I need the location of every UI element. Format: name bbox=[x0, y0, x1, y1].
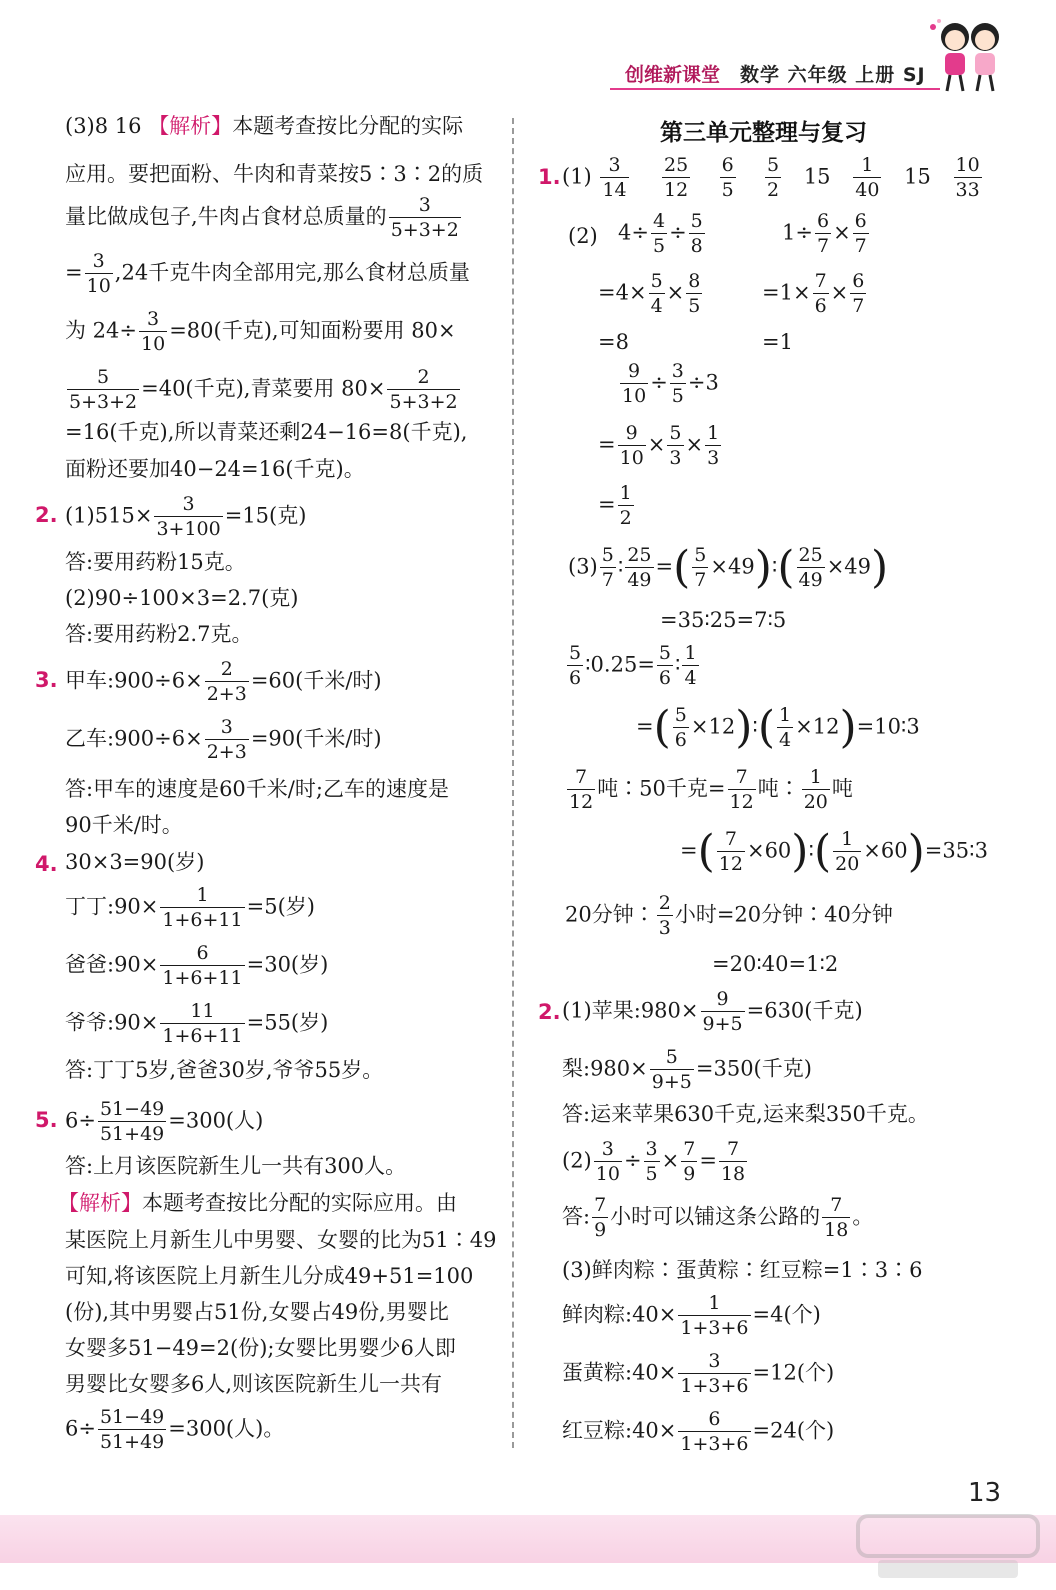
page-number: 13 bbox=[968, 1478, 1002, 1508]
question-number: 3. bbox=[35, 668, 58, 692]
calc-line: =( $\frac{5}{6}$ ×12)∶( $\frac{1}{4}$ ×12)=10∶3 bbox=[636, 702, 920, 753]
question-number: 2. bbox=[538, 1000, 561, 1024]
watermark-logo-icon bbox=[848, 1508, 1048, 1584]
answer-line: (1) $\frac{3}{14}$ $\frac{25}{12}$ $\frac{6}{5}$ $\frac{5}{2}$ 15 $\frac{1}{40}$ 15 $\frac{10}{33}$ bbox=[562, 154, 980, 201]
answer-line: 答:要用药粉15克。 bbox=[65, 550, 246, 574]
page-header bbox=[0, 0, 1056, 90]
fraction: $\frac{1}{1+6+11}$ bbox=[162, 884, 243, 931]
subject-label: 数学 六年级 上册 SJ bbox=[740, 64, 926, 86]
answer-line: (1)515× $\frac{3}{3+100}$ =15(克) bbox=[65, 493, 307, 540]
answer-line: 鲜肉粽:40× $\frac{1}{1+3+6}$ =4(个) bbox=[562, 1292, 821, 1339]
fraction: $\frac{5}{2}$ bbox=[767, 154, 780, 201]
answer-line: 梨:980× $\frac{5}{9+5}$ =350(千克) bbox=[562, 1046, 812, 1093]
analysis-line: 为 24÷ $\frac{3}{10}$ =80(千克),可知面粉要用 80× bbox=[65, 308, 456, 355]
answer-line: 答:丁丁5岁,爸爸30岁,爷爷55岁。 bbox=[65, 1058, 384, 1082]
calc-line: =4× $\frac{5}{4}$ × $\frac{8}{5}$ bbox=[598, 270, 701, 317]
answer-line: 6÷ $\frac{51-49}{51+49}$ =300(人) bbox=[65, 1098, 264, 1145]
calc-line: 20分钟∶ $\frac{2}{3}$ 小时=20分钟∶40分钟 bbox=[565, 892, 893, 939]
calc-line: = $\frac{1}{2}$ bbox=[598, 482, 632, 529]
answer-line: (3)鲜肉粽∶蛋黄粽∶红豆粽=1∶3∶6 bbox=[562, 1258, 923, 1282]
analysis-line: 量比做成包子,牛肉占食材总质量的 $\frac{3}{5+3+2}$ bbox=[65, 194, 459, 241]
analysis-line: $\frac{5}{5+3+2}$ =40(千克),青菜要用 80× $\frac{2}{5+3+2}$ bbox=[69, 366, 458, 413]
answer-line: 答:上月该医院新生儿一共有300人。 bbox=[65, 1154, 407, 1178]
analysis-line: 可知,将该医院上月新生儿分成49+51=100 bbox=[65, 1264, 474, 1288]
analysis-line: (3)8 16 【解析】本题考查按比分配的实际 bbox=[65, 114, 464, 138]
fraction: $\frac{10}{33}$ bbox=[955, 154, 980, 201]
fraction: $\frac{2}{5+3+2}$ bbox=[389, 366, 458, 413]
column-divider bbox=[512, 118, 514, 1448]
fraction: $\frac{3}{10}$ bbox=[86, 250, 111, 297]
fraction: $\frac{3}{2+3}$ bbox=[206, 716, 247, 763]
answer-line: 答:甲车的速度是60千米/时;乙车的速度是 bbox=[65, 777, 449, 801]
fraction: $\frac{3}{3+100}$ bbox=[156, 493, 221, 540]
header-rule bbox=[610, 88, 940, 90]
kids-mascot-icon bbox=[925, 15, 1015, 95]
analysis-line: =16(千克),所以青菜还剩24−16=8(千克), bbox=[65, 420, 468, 444]
answer-line: 乙车:900÷6× $\frac{3}{2+3}$ =90(千米/时) bbox=[65, 716, 382, 763]
question-number: 4. bbox=[35, 852, 58, 876]
answer-line: (2)90÷100×3=2.7(克) bbox=[65, 586, 299, 610]
calc-line: = $\frac{9}{10}$ × $\frac{5}{3}$ × $\frac{1}{3}$ bbox=[598, 422, 720, 469]
analysis-line: 面粉还要加40−24=16(千克)。 bbox=[65, 457, 365, 481]
answer-line: 答:要用药粉2.7克。 bbox=[65, 622, 253, 646]
fraction: $\frac{25}{12}$ bbox=[664, 154, 689, 201]
fraction: $\frac{1}{40}$ bbox=[855, 154, 880, 201]
calc-line: =8 bbox=[598, 330, 629, 354]
answer-line: 答: $\frac{7}{9}$ 小时可以铺这条公路的 $\frac{7}{18}$ 。 bbox=[562, 1194, 874, 1241]
calc-line: $\frac{7}{12}$ 吨∶50千克= $\frac{7}{12}$ 吨∶ $\frac{1}{20}$ 吨 bbox=[569, 766, 853, 813]
fraction: $\frac{3}{10}$ bbox=[141, 308, 166, 355]
fraction: $\frac{3}{14}$ bbox=[602, 154, 627, 201]
calc-line: 4÷ $\frac{4}{5}$ ÷ $\frac{5}{8}$ bbox=[618, 210, 703, 257]
answer-line: (2) $\frac{3}{10}$ ÷ $\frac{3}{5}$ × $\frac{7}{9}$ = $\frac{7}{18}$ bbox=[562, 1138, 746, 1185]
calc-line: =1 bbox=[762, 330, 793, 354]
part-label: (2) bbox=[568, 224, 598, 248]
question-number: 2. bbox=[35, 503, 58, 527]
answer-line: 30×3=90(岁) bbox=[65, 850, 205, 874]
fraction: $\frac{6}{1+6+11}$ bbox=[162, 942, 243, 989]
fraction: $\frac{2}{2+3}$ bbox=[206, 658, 247, 705]
analysis-line: 某医院上月新生儿中男婴、女婴的比为51∶49 bbox=[65, 1228, 497, 1252]
analysis-line: 男婴比女婴多6人,则该医院新生儿一共有 bbox=[65, 1372, 443, 1396]
answer-line: 丁丁:90× $\frac{1}{1+6+11}$ =5(岁) bbox=[65, 884, 315, 931]
calc-line: =35∶25=7∶5 bbox=[660, 608, 787, 632]
answer-line: 爸爸:90× $\frac{6}{1+6+11}$ =30(岁) bbox=[65, 942, 329, 989]
question-number: 1. bbox=[538, 165, 561, 189]
calc-line: =( $\frac{7}{12}$ ×60)∶( $\frac{1}{20}$ ×60)=35∶3 bbox=[680, 826, 988, 877]
answer-line: 甲车:900÷6× $\frac{2}{2+3}$ =60(千米/时) bbox=[65, 658, 382, 705]
fraction: $\frac{6}{5}$ bbox=[721, 154, 734, 201]
analysis-line: 应用。要把面粉、牛肉和青菜按5∶3∶2的质 bbox=[65, 162, 484, 186]
fraction: $\frac{3}{5+3+2}$ bbox=[390, 194, 459, 241]
analysis-line: 【解析】本题考查按比分配的实际应用。由 bbox=[58, 1191, 457, 1215]
calc-line: $\frac{5}{6}$ ∶0.25= $\frac{5}{6}$ ∶ $\frac{1}{4}$ bbox=[569, 642, 697, 689]
fraction: $\frac{5}{5+3+2}$ bbox=[69, 366, 138, 413]
answer-line: 爷爷:90× $\frac{11}{1+6+11}$ =55(岁) bbox=[65, 1000, 329, 1047]
fraction: $\frac{11}{1+6+11}$ bbox=[162, 1000, 243, 1047]
answer-line: 90千米/时。 bbox=[65, 813, 183, 837]
calc-line: (3) $\frac{5}{7}$ ∶ $\frac{25}{49}$ =( $\frac{5}{7}$ ×49)∶( $\frac{25}{49}$ ×49) bbox=[568, 542, 889, 593]
analysis-line: 女婴多51−49=2(份);女婴比男婴少6人即 bbox=[65, 1336, 456, 1360]
section-title: 第三单元整理与复习 bbox=[660, 120, 867, 146]
calc-line: 1÷ $\frac{6}{7}$ × $\frac{6}{7}$ bbox=[782, 210, 867, 257]
answer-line: 答:运来苹果630千克,运来梨350千克。 bbox=[562, 1102, 929, 1126]
analysis-line: (份),其中男婴占51份,女婴占49份,男婴比 bbox=[65, 1300, 449, 1324]
question-number: 5. bbox=[35, 1108, 58, 1132]
calc-line: $\frac{9}{10}$ ÷ $\frac{3}{5}$ ÷3 bbox=[622, 360, 719, 407]
analysis-line: = $\frac{3}{10}$ ,24千克牛肉全部用完,那么食材总质量 bbox=[65, 250, 470, 297]
answer-line: 蛋黄粽:40× $\frac{3}{1+3+6}$ =12(个) bbox=[562, 1350, 835, 1397]
series-title: 创维新课堂 bbox=[625, 64, 721, 86]
answer-line: 红豆粽:40× $\frac{6}{1+3+6}$ =24(个) bbox=[562, 1408, 835, 1455]
analysis-line: 6÷ $\frac{51-49}{51+49}$ =300(人)。 bbox=[65, 1406, 285, 1453]
fraction: $\frac{51-49}{51+49}$ bbox=[99, 1098, 165, 1145]
fraction: $\frac{51-49}{51+49}$ bbox=[99, 1406, 165, 1453]
calc-line: =20∶40=1∶2 bbox=[712, 952, 839, 976]
calc-line: =1× $\frac{7}{6}$ × $\frac{6}{7}$ bbox=[762, 270, 865, 317]
answer-line: (1)苹果:980× $\frac{9}{9+5}$ =630(千克) bbox=[562, 988, 863, 1035]
